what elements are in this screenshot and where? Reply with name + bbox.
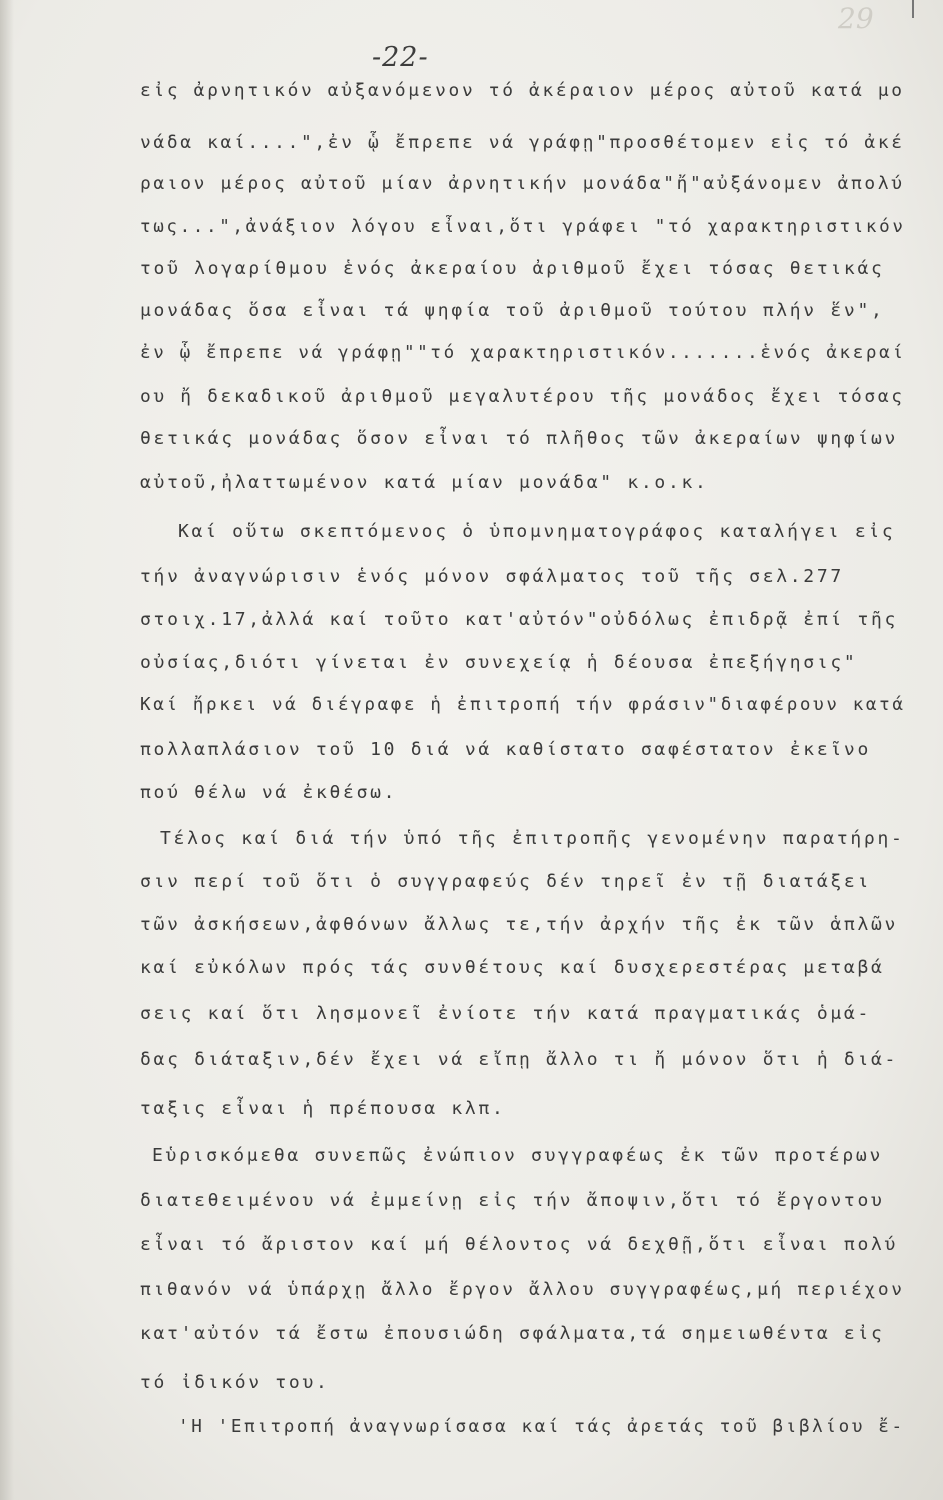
text-line: εἰς ἀρνητικόν αὐξανόμενον τό ἀκέραιον μέρος αὐτοῦ κατά μο	[140, 80, 905, 101]
bleed-through-page-number: 29	[838, 2, 874, 35]
text-line: τοῦ λογαρίθμου ἑνός ἀκεραίου ἀριθμοῦ ἔχει τόσας θετικάς	[140, 258, 885, 279]
text-line: πιθανόν νά ὑπάρχῃ ἄλλο ἔργον ἄλλου συγγραφέως,μή περιέχον	[140, 1279, 905, 1300]
text-line: σεις καί ὅτι λησμονεῖ ἐνίοτε τήν κατά πραγματικάς ὁμά-	[140, 1003, 871, 1024]
text-line: κατ'αὐτόν τά ἔστω ἐπουσιώδη σφάλματα,τά σημειωθέντα εἰς	[140, 1323, 885, 1344]
text-line: ου ἤ δεκαδικοῦ ἀριθμοῦ μεγαλυτέρου τῆς μονάδος ἔχει τόσας	[140, 386, 905, 407]
text-line: δας διάταξιν,δέν ἔχει νά εἴπῃ ἄλλο τι ἤ μόνον ὅτι ἡ διά-	[140, 1049, 899, 1070]
text-line: πού θέλω νά ἐκθέσω.	[140, 782, 398, 803]
text-line: 'Η 'Επιτροπή ἀναγνωρίσασα καί τάς ἀρετάς τοῦ βιβλίου ἔ-	[178, 1416, 905, 1437]
text-line: ταξις εἶναι ἡ πρέπουσα κλπ.	[140, 1098, 506, 1119]
text-line: ἐν ᾧ ἔπρεπε νά γράφῃ""τό χαρακτηριστικόν.......ἑνός ἀκεραί	[140, 342, 906, 363]
text-line: Καί οὕτω σκεπτόμενος ὁ ὑπομνηματογράφος καταλήγει εἰς	[178, 521, 896, 542]
text-line: καί εὐκόλων πρός τάς συνθέτους καί δυσχερεστέρας μεταβά	[140, 957, 885, 978]
scan-edge-shadow	[0, 0, 14, 1500]
text-line: οὐσίας,διότι γίνεται ἐν συνεχείᾳ ἡ δέουσα ἐπεξήγησις"	[140, 652, 858, 673]
text-line: θετικάς μονάδας ὅσον εἶναι τό πλῆθος τῶν ἀκεραίων ψηφίων	[140, 428, 899, 449]
text-line: Εὑρισκόμεθα συνεπῶς ἐνώπιον συγγραφέως ἐκ τῶν προτέρων	[152, 1145, 883, 1166]
text-line: αὐτοῦ,ἠλαττωμένον κατά μίαν μονάδα" κ.ο.κ.	[140, 472, 709, 493]
text-line: μονάδας ὅσα εἶναι τά ψηφία τοῦ ἀριθμοῦ τούτου πλήν ἕν",	[140, 300, 885, 321]
text-line: ραιον μέρος αὐτοῦ μίαν ἀρνητικήν μονάδα"ἤ"αὐξάνομεν ἀπολύ	[140, 173, 905, 194]
text-line: διατεθειμένου νά ἐμμείνῃ εἰς τήν ἄποψιν,ὅτι τό ἔργοντου	[140, 1190, 885, 1211]
text-line: στοιχ.17,ἀλλά καί τοῦτο κατ'αὐτόν"οὐδόλως ἐπιδρᾷ ἐπί τῆς	[140, 609, 899, 630]
text-line: τό ἰδικόν του.	[140, 1372, 330, 1393]
scan-margin-mark	[912, 0, 914, 18]
text-line: τως...",ἀνάξιον λόγου εἶναι,ὅτι γράφει "τό χαρακτηριστικόν	[140, 216, 906, 237]
text-line: Καί ἤρκει νά διέγραφε ἡ ἐπιτροπή τήν φράσιν"διαφέρουν κατά	[140, 694, 906, 715]
text-line: τήν ἀναγνώρισιν ἑνός μόνον σφάλματος τοῦ τῆς σελ.277	[140, 566, 844, 587]
text-line: Τέλος καί διά τήν ὑπό τῆς ἐπιτροπῆς γενομένην παρατήρη-	[160, 828, 905, 849]
text-line: σιν περί τοῦ ὅτι ὁ συγγραφεύς δέν τηρεῖ ἐν τῇ διατάξει	[140, 871, 871, 892]
text-line: πολλαπλάσιον τοῦ 10 διά νά καθίστατο σαφέστατον ἐκεῖνο	[140, 739, 871, 760]
text-line: εἶναι τό ἄριστον καί μή θέλοντος νά δεχθῇ,ὅτι εἶναι πολύ	[140, 1234, 899, 1255]
page-number: -22-	[372, 42, 429, 73]
text-line: νάδα καί....",ἐν ᾧ ἔπρεπε νά γράφῃ"προσθέτομεν εἰς τό ἀκέ	[140, 132, 905, 153]
text-line: τῶν ἀσκήσεων,ἀφθόνων ἄλλως τε,τήν ἀρχήν τῆς ἐκ τῶν ἁπλῶν	[140, 914, 899, 935]
